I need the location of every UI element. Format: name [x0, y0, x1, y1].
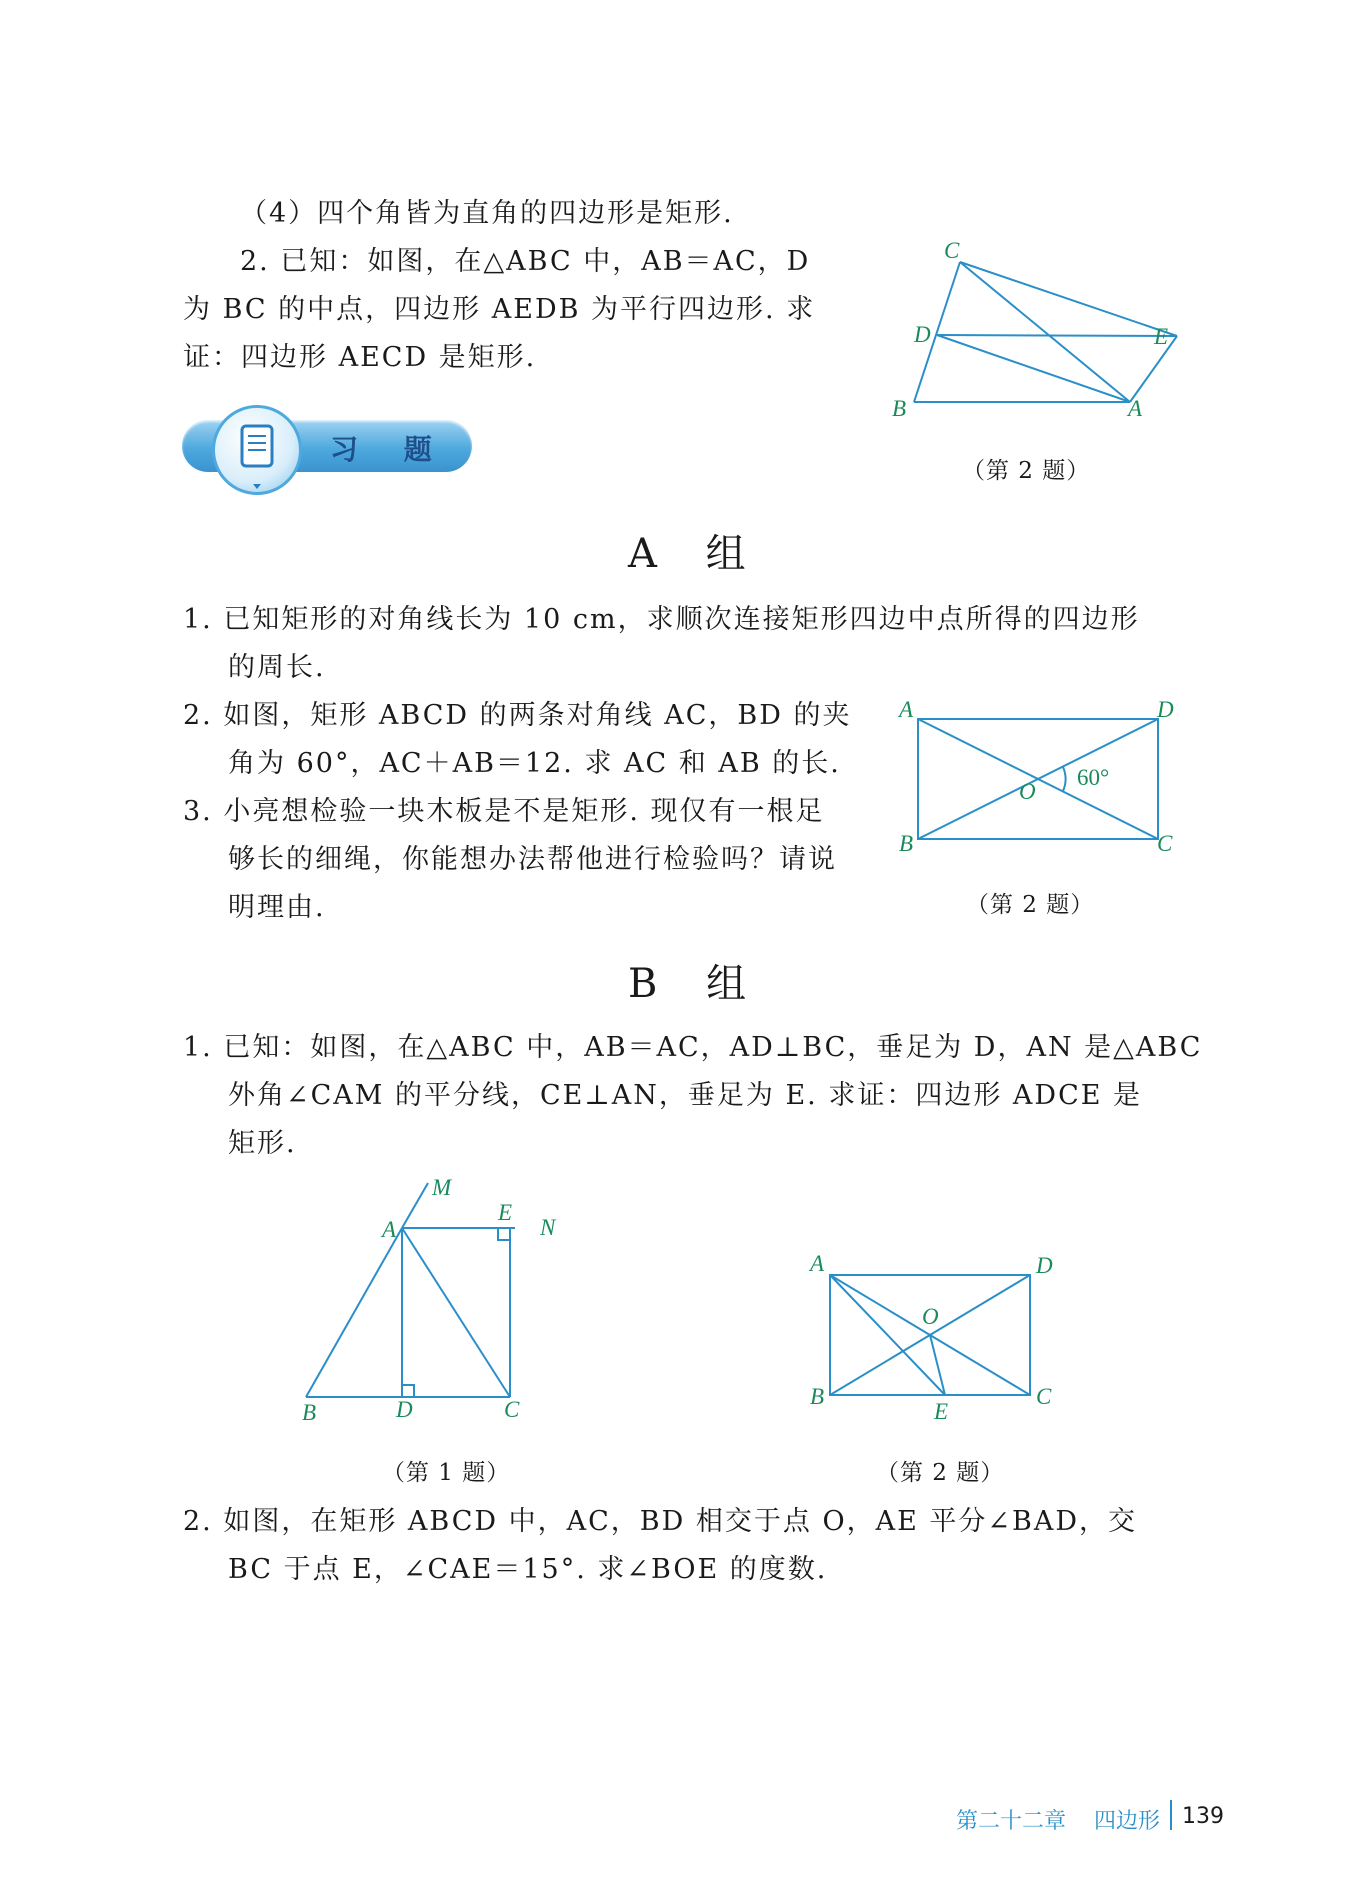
label-o: O: [922, 1304, 939, 1329]
label-e: E: [1154, 324, 1169, 349]
label-d: D: [914, 322, 931, 347]
a-q1-line1: 1. 已知矩形的对角线长为 10 cm，求顺次连接矩形四边中点所得的四边形: [183, 604, 1140, 635]
label-a: A: [1128, 396, 1143, 420]
label-b: B: [899, 831, 914, 856]
b-q1-line2: 外角∠CAM 的平分线，CE⊥AN，垂足为 E. 求证：四边形 ADCE 是: [228, 1080, 1143, 1111]
group-b-title: B 组: [628, 961, 765, 1007]
footer-section: 四边形: [1094, 1809, 1161, 1834]
label-c: C: [504, 1397, 520, 1422]
label-c: C: [1036, 1384, 1052, 1409]
banner-label: 习 题: [330, 433, 450, 466]
b-q1-line3: 矩形.: [228, 1128, 297, 1159]
exercise-2-line1: 2. 已知：如图，在△ABC 中，AB＝AC，D: [240, 246, 811, 277]
label-b: B: [892, 396, 907, 420]
a-q3-line1: 3. 小亮想检验一块木板是不是矩形. 现仅有一根足: [183, 796, 825, 827]
b-figure1-caption: （第 1 题）: [382, 1460, 511, 1486]
label-60-degrees: 60°: [1077, 765, 1110, 790]
label-n: N: [540, 1215, 556, 1240]
notepad-icon: [212, 405, 302, 495]
label-a: A: [382, 1217, 397, 1242]
footer-divider: [1170, 1800, 1172, 1830]
b-q2-line2: BC 于点 E，∠CAE＝15°. 求∠BOE 的度数.: [228, 1554, 828, 1585]
a-figure-caption: （第 2 题）: [966, 892, 1095, 918]
a-q2-line1: 2. 如图，矩形 ABCD 的两条对角线 AC，BD 的夹: [183, 700, 852, 731]
a-q1-line2: 的周长.: [228, 652, 326, 683]
label-b: B: [302, 1400, 317, 1425]
a-q2-line2: 角为 60°，AC＋AB＝12. 求 AC 和 AB 的长.: [228, 748, 841, 779]
figure-rectangle-abcd: [895, 695, 1195, 865]
label-d: D: [396, 1397, 413, 1422]
figure-caption: （第 2 题）: [962, 458, 1091, 484]
label-c: C: [1157, 831, 1173, 856]
b-q2-line1: 2. 如图，在矩形 ABCD 中，AC，BD 相交于点 O，AE 平分∠BAD，交: [183, 1506, 1138, 1537]
figure-parallelogram-aedb: [890, 240, 1190, 420]
label-e: E: [498, 1200, 513, 1225]
a-q3-line2: 够长的细绳，你能想办法帮他进行检验吗？请说: [228, 844, 837, 875]
page-number: 139: [1182, 1804, 1224, 1829]
a-q3-line3: 明理由.: [228, 892, 326, 923]
exercise-2-line2: 为 BC 的中点，四边形 AEDB 为平行四边形. 求: [183, 294, 816, 325]
label-c: C: [944, 240, 960, 263]
group-a-title: A 组: [628, 531, 764, 577]
exercise-2-line3: 证：四边形 AECD 是矩形.: [183, 342, 537, 373]
figure-rectangle-abcd-point-e: [800, 1245, 1080, 1425]
b-q1-line1: 1. 已知：如图，在△ABC 中，AB＝AC，AD⊥BC，垂足为 D，AN 是△ABC: [183, 1032, 1203, 1063]
label-e: E: [934, 1399, 949, 1424]
b-figure2-caption: （第 2 题）: [876, 1460, 1005, 1486]
label-b: B: [810, 1384, 825, 1409]
label-a: A: [810, 1251, 825, 1276]
label-o: O: [1019, 779, 1036, 804]
item-4-text: （4）四个角皆为直角的四边形是矩形.: [240, 198, 734, 229]
label-a: A: [899, 697, 914, 722]
label-d: D: [1036, 1253, 1053, 1278]
label-d: D: [1157, 697, 1174, 722]
label-m: M: [432, 1175, 452, 1200]
footer-chapter: 第二十二章: [956, 1809, 1067, 1834]
figure-triangle-abc-rectangle-adce: [290, 1175, 590, 1425]
